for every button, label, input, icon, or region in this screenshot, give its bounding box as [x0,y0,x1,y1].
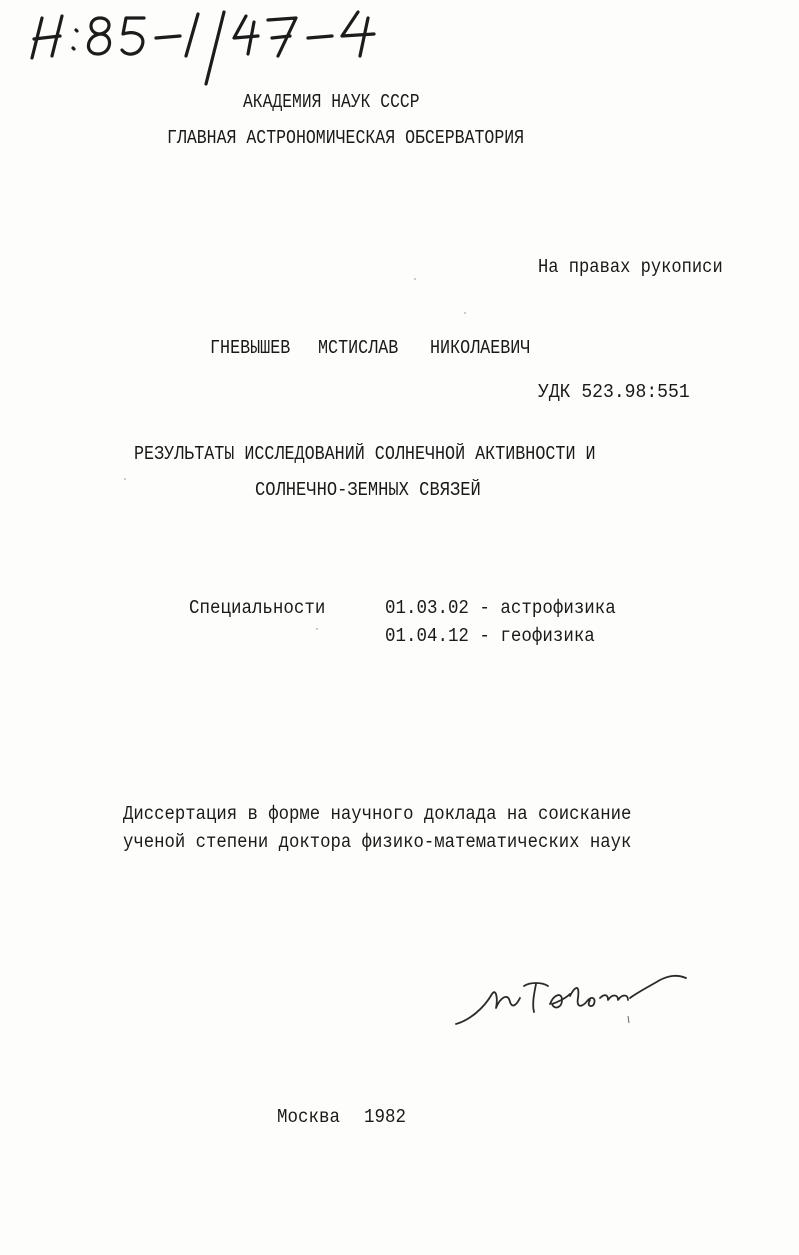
specialties-label: Специальности [189,597,326,619]
manuscript-note: На правах рукописи [538,256,723,278]
footer-city: Москва [277,1106,340,1128]
footer-year: 1982 [364,1106,406,1128]
archive-mark-handwriting [28,6,398,86]
author-name: МСТИСЛАВ [318,337,399,359]
dissertation-note-line-2: ученой степени доктора физико-математических наук [123,831,632,853]
paper-speck [414,278,416,280]
organization-line-1: АКАДЕМИЯ НАУК СССР [243,91,420,113]
udc-code: УДК 523.98:551 [538,381,690,403]
author-surname: ГНЕВЫШЕВ [210,337,291,359]
paper-speck [464,312,466,314]
specialty-item: 01.03.02 - астрофизика [385,597,616,619]
title-line-2: СОЛНЕЧНО-ЗЕМНЫХ СВЯЗЕЙ [255,479,481,501]
title-line-1: РЕЗУЛЬТАТЫ ИССЛЕДОВАНИЙ СОЛНЕЧНОЙ АКТИВНОСТИ И [134,443,596,465]
author-signature [450,968,710,1030]
organization-line-2: ГЛАВНАЯ АСТРОНОМИЧЕСКАЯ ОБСЕРВАТОРИЯ [167,127,525,149]
author-patronymic: НИКОЛАЕВИЧ [430,337,531,359]
paper-speck [316,628,318,630]
paper-speck [124,478,126,480]
dissertation-note-line-1: Диссертация в форме научного доклада на соискание [123,803,632,825]
specialty-item: 01.04.12 - геофизика [385,625,595,647]
